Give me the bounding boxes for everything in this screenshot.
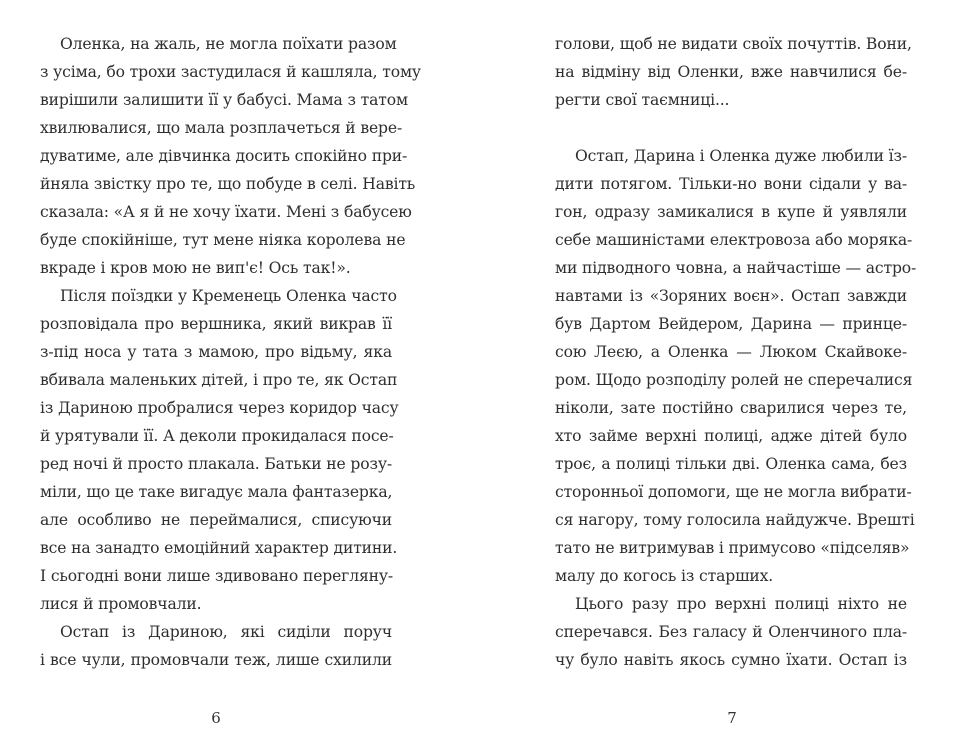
- text-line: хвилювалися, що мала розплачеться й вере-: [40, 119, 403, 137]
- text-line: вирішили залишити її у бабусі. Мама з татом: [40, 91, 408, 109]
- page-number-left: 6: [211, 709, 221, 727]
- text-line: регти свої таємниці...: [555, 91, 730, 109]
- text-line: ніколи, зате постійно сварилися через те,: [555, 399, 907, 417]
- text-line: навтами із «Зоряних воєн». Остап завжди: [555, 287, 907, 305]
- text-line: з-під носа у тата з мамою, про відьму, яка: [40, 343, 392, 361]
- text-line: на відміну від Оленки, вже навчилися бе-: [555, 63, 907, 81]
- text-line: І сьогодні вони лише здивовано перегляну-: [40, 567, 394, 585]
- text-line: буде спокійніше, тут мене ніяка королева не: [40, 231, 406, 249]
- left-page-text: [40, 30, 421, 674]
- text-line: троє, а полиці тільки дві. Оленка сама, без: [555, 455, 907, 473]
- text-line: але особливо не переймалися, списуючи: [40, 511, 392, 529]
- text-line: Цього разу про верхні полиці ніхто не: [575, 595, 907, 613]
- text-line: хто займе верхні полиці, адже дітей було: [555, 427, 907, 445]
- text-line: ся нагору, тому голосила найдужче. Врешті: [555, 511, 915, 529]
- text-line: міли, що це таке вигадує мала фантазерка,: [40, 483, 393, 501]
- text-line: Остап із Дариною, які сиділи поруч: [60, 623, 392, 641]
- text-line: сою Леєю, а Оленка — Люком Скайвоке-: [555, 343, 907, 361]
- text-line: ром. Щодо розподілу ролей не сперечалися: [555, 371, 913, 389]
- text-line: йняла звістку про те, що побуде в селі. Навіть: [40, 175, 416, 193]
- text-line: й урятували її. А деколи прокидалася посе-: [40, 427, 394, 445]
- text-line: вкраде і кров мою не вип'є! Ось так!».: [40, 259, 351, 277]
- text-line: Оленка, на жаль, не могла поїхати разом: [60, 35, 397, 53]
- text-line: тато не витримував і примусово «підселяв»: [555, 539, 910, 557]
- text-line: Остап, Дарина і Оленка дуже любили їз-: [575, 147, 907, 165]
- text-line: голови, щоб не видати своїх почуттів. Вони,: [555, 35, 912, 53]
- text-line: з усіма, бо трохи застудилася й кашляла, тому: [40, 63, 421, 81]
- text-line: чу було навіть якось сумно їхати. Остап із: [555, 651, 907, 669]
- text-line: гон, одразу замикалися в купе й уявляли: [555, 203, 907, 221]
- text-line: сперечався. Без галасу й Оленчиного пла-: [555, 623, 907, 641]
- text-line: Після поїздки у Кременець Оленка часто: [60, 287, 397, 305]
- text-line: дити потягом. Тільки-но вони сідали у ва-: [555, 175, 907, 193]
- text-line: [555, 114, 907, 142]
- right-page-text: [555, 30, 917, 674]
- text-line: дуватиме, але дівчинка досить спокійно при-: [40, 147, 408, 165]
- text-line: ред ночі й просто плакала. Батьки не розу-: [40, 455, 392, 473]
- text-line: ми підводного човна, а найчастіше — астро-: [555, 259, 917, 277]
- text-line: сторонньої допомоги, ще не могла вибрати-: [555, 483, 912, 501]
- page-number-right: 7: [727, 709, 737, 727]
- text-line: все на занадто емоційний характер дитини.: [40, 539, 398, 557]
- text-line: розповідала про вершника, який викрав її: [40, 315, 392, 333]
- text-line: і все чули, промовчали теж, лише схилили: [40, 651, 392, 669]
- text-line: вбивала маленьких дітей, і про те, як Остап: [40, 371, 398, 389]
- text-line: був Дартом Вейдером, Дарина — принце-: [555, 315, 907, 333]
- text-line: лися й промовчали.: [40, 595, 202, 613]
- text-line: сказала: «А я й не хочу їхати. Мені з бабусею: [40, 203, 412, 221]
- text-line: із Дариною пробралися через коридор часу: [40, 399, 399, 417]
- text-line: малу до когось із старших.: [555, 567, 774, 585]
- text-line: себе машиністами електровоза або моряка-: [555, 231, 913, 249]
